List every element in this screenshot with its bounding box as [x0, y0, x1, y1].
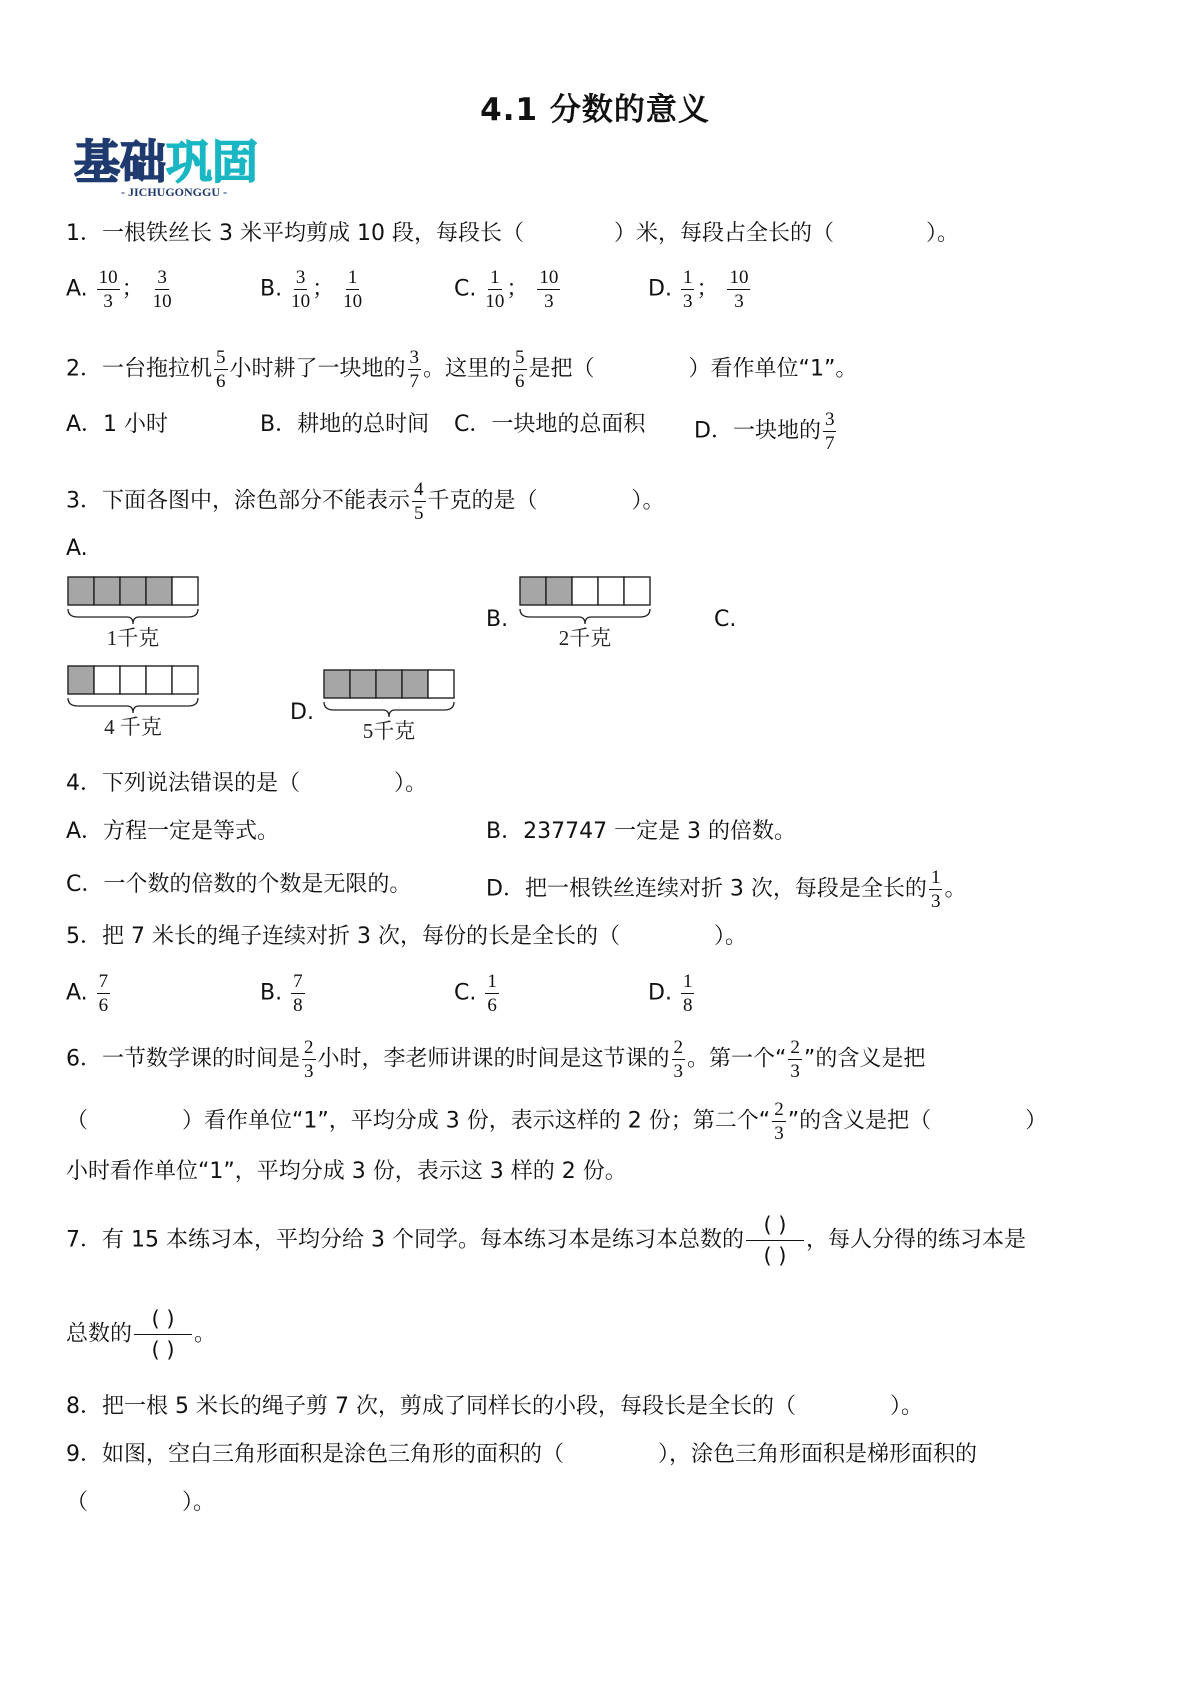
weight-caption: 2千克 [558, 626, 612, 650]
empty-cell [94, 666, 120, 694]
q3-option-a-label[interactable]: A. [66, 536, 88, 561]
q5-option-b[interactable]: B. $\frac{7}{8}$ [260, 971, 303, 1016]
shaded-cell [120, 577, 146, 605]
weight-caption: 1千克 [106, 626, 160, 650]
weight-caption: 5千克 [362, 719, 416, 743]
fraction: $\frac{5}{6}$ [515, 347, 525, 392]
question-1-options [66, 267, 1146, 312]
q3-option-b-label[interactable]: B. [486, 607, 509, 632]
question-7-line-1: 7．有 15 本练习本，平均分给 3 个同学。每本练习本是练习本总数的 $\frac{( )}{( )}$ ，每人分得的练习本是 [66, 1213, 1026, 1268]
fraction: $\frac{2}{3}$ [673, 1037, 684, 1082]
fraction: $\frac{7}{8}$ [293, 971, 303, 1016]
question-5-stem: 5．把 7 米长的绳子连续对折 3 次，每份的长是全长的（ ）。 [66, 924, 747, 949]
question-4-stem: 4．下列说法错误的是（ ）。 [66, 771, 428, 796]
q4-option-a[interactable]: A．方程一定是等式。 [66, 819, 280, 844]
fraction: $\frac{2}{3}$ [774, 1099, 784, 1144]
shaded-cell [546, 577, 572, 605]
q1-option-b[interactable]: B. $\frac{3}{10}$ ； $\frac{1}{10}$ [260, 267, 363, 312]
empty-cell [172, 666, 198, 694]
q4-option-b[interactable]: B．237747 一定是 3 的倍数。 [486, 819, 797, 844]
fraction: $\frac{1}{3}$ [930, 867, 941, 912]
question-7-line-2: 总数的 $\frac{( )}{( )}$ 。 [66, 1307, 217, 1362]
fraction: $\frac{4}{5}$ [414, 479, 424, 524]
brace [324, 702, 454, 717]
fraction: $\frac{2}{3}$ [790, 1037, 800, 1082]
question-6-line-3: 小时看作单位“1”，平均分成 3 份，表示这 3 样的 2 份。 [66, 1159, 627, 1184]
question-8-stem: 8．把一根 5 米长的绳子剪 7 次，剪成了同样长的小段，每段长是全长的（ ）。 [66, 1394, 923, 1419]
question-9-line-1: 9．如图，空白三角形面积是涂色三角形的面积的（ ），涂色三角形面积是梯形面积的 [66, 1442, 978, 1467]
empty-cell [120, 666, 146, 694]
shaded-cell [402, 670, 428, 698]
fill-fraction-blank[interactable]: $\frac{( )}{( )}$ [746, 1212, 804, 1269]
page-title: 4.1 分数的意义 [480, 92, 710, 128]
shaded-cell [68, 666, 94, 694]
q1-text-c: ）。 [925, 221, 959, 246]
question-2-options [66, 410, 1146, 454]
q2-option-d[interactable]: D．一块地的 $\frac{3}{7}$ [694, 409, 835, 454]
shaded-cell [350, 670, 376, 698]
q5-option-a[interactable]: A. $\frac{7}{6}$ [66, 971, 109, 1016]
fraction: $\frac{2}{3}$ [304, 1037, 314, 1082]
fraction: $\frac{7}{6}$ [98, 971, 109, 1016]
shaded-cell [324, 670, 350, 698]
q5-option-d[interactable]: D. $\frac{1}{8}$ [648, 971, 693, 1016]
q2-option-b[interactable]: B．耕地的总时间 [260, 412, 430, 437]
logo-graphic [74, 132, 274, 202]
svg-text:- JICHUGONGGU -: - JICHUGONGGU - [121, 185, 227, 199]
q3-option-c-label[interactable]: C. [714, 607, 737, 632]
q1-option-c[interactable]: C. $\frac{1}{10}$ ； $\frac{10}{3}$ [454, 267, 559, 312]
q3-figure-a [66, 575, 226, 655]
question-6-line-2: （ ）看作单位“1”，平均分成 3 份，表示这样的 2 份；第二个“ $\frac{2}{3}$ ”的含义是把（ ） [66, 1099, 1048, 1144]
section-logo [74, 132, 274, 202]
q3-figure-b [518, 575, 678, 655]
shaded-cell [94, 577, 120, 605]
fraction: $\frac{3}{10}$ [291, 267, 311, 312]
fraction: $\frac{5}{6}$ [216, 347, 226, 392]
fraction: $\frac{1}{10}$ [485, 267, 505, 312]
fraction: $\frac{1}{8}$ [682, 971, 693, 1016]
fraction: $\frac{3}{10}$ [152, 267, 172, 312]
fraction: $\frac{1}{6}$ [487, 971, 497, 1016]
fraction: $\frac{1}{3}$ [682, 267, 693, 312]
weight-caption: 4 千克 [104, 715, 162, 739]
empty-cell [428, 670, 454, 698]
fraction: $\frac{10}{3}$ [539, 267, 559, 312]
shaded-cell [376, 670, 402, 698]
shaded-cell [520, 577, 546, 605]
q3-figure-d [322, 668, 482, 748]
question-5-options [66, 972, 1146, 1016]
q2-option-c[interactable]: C．一块地的总面积 [454, 412, 646, 437]
fraction: $\frac{3}{7}$ [824, 409, 835, 454]
q4-option-d[interactable]: D．把一根铁丝连续对折 3 次，每段是全长的 $\frac{1}{3}$ 。 [486, 867, 967, 912]
q1-option-d[interactable]: D. $\frac{1}{3}$ ； $\frac{10}{3}$ [648, 267, 749, 312]
fraction: $\frac{3}{7}$ [409, 347, 420, 392]
shaded-cell [146, 577, 172, 605]
fraction: $\frac{10}{3}$ [98, 267, 118, 312]
fraction: $\frac{1}{10}$ [343, 267, 363, 312]
shaded-cell [68, 577, 94, 605]
question-6-line-1: 6．一节数学课的时间是 $\frac{2}{3}$ 小时，李老师讲课的时间是这节课的 $\frac{2}{3}$ 。第一个“ $\frac{2}{3}$ ”的含义是把 [66, 1037, 926, 1082]
q1-text-a: 1．一根铁丝长 3 米平均剪成 10 段，每段长（ [66, 221, 524, 246]
brace [68, 698, 198, 713]
empty-cell [572, 577, 598, 605]
q3-figure-c [66, 664, 226, 744]
fill-fraction-blank[interactable]: $\frac{( )}{( )}$ [134, 1306, 192, 1363]
q2-option-a[interactable]: A．1 小时 [66, 412, 169, 437]
empty-cell [598, 577, 624, 605]
question-9-line-2: （ ）。 [66, 1490, 216, 1515]
question-1-stem [66, 219, 959, 249]
q3-option-d-label[interactable]: D. [290, 700, 314, 725]
fraction: $\frac{10}{3}$ [729, 267, 749, 312]
q1-text-b: ）米，每段占全长的（ [613, 221, 834, 246]
empty-cell [146, 666, 172, 694]
brace [68, 609, 198, 624]
brace [520, 609, 650, 624]
empty-cell [172, 577, 198, 605]
empty-cell [624, 577, 650, 605]
svg-text:基础巩固: 基础巩固 [74, 135, 258, 189]
question-3-stem: 3．下面各图中，涂色部分不能表示 $\frac{4}{5}$ 千克的是（ ）。 [66, 479, 665, 524]
q1-option-a[interactable]: A. $\frac{10}{3}$ ； $\frac{3}{10}$ [66, 267, 172, 312]
q5-option-c[interactable]: C. $\frac{1}{6}$ [454, 971, 497, 1016]
q4-option-c[interactable]: C．一个数的倍数的个数是无限的。 [66, 872, 412, 897]
question-2-stem: 2．一台拖拉机 $\frac{5}{6}$ 小时耕了一块地的 $\frac{3}{7}$ 。这里的 $\frac{5}{6}$ 是把（ ）看作单位“1”。 [66, 347, 858, 392]
